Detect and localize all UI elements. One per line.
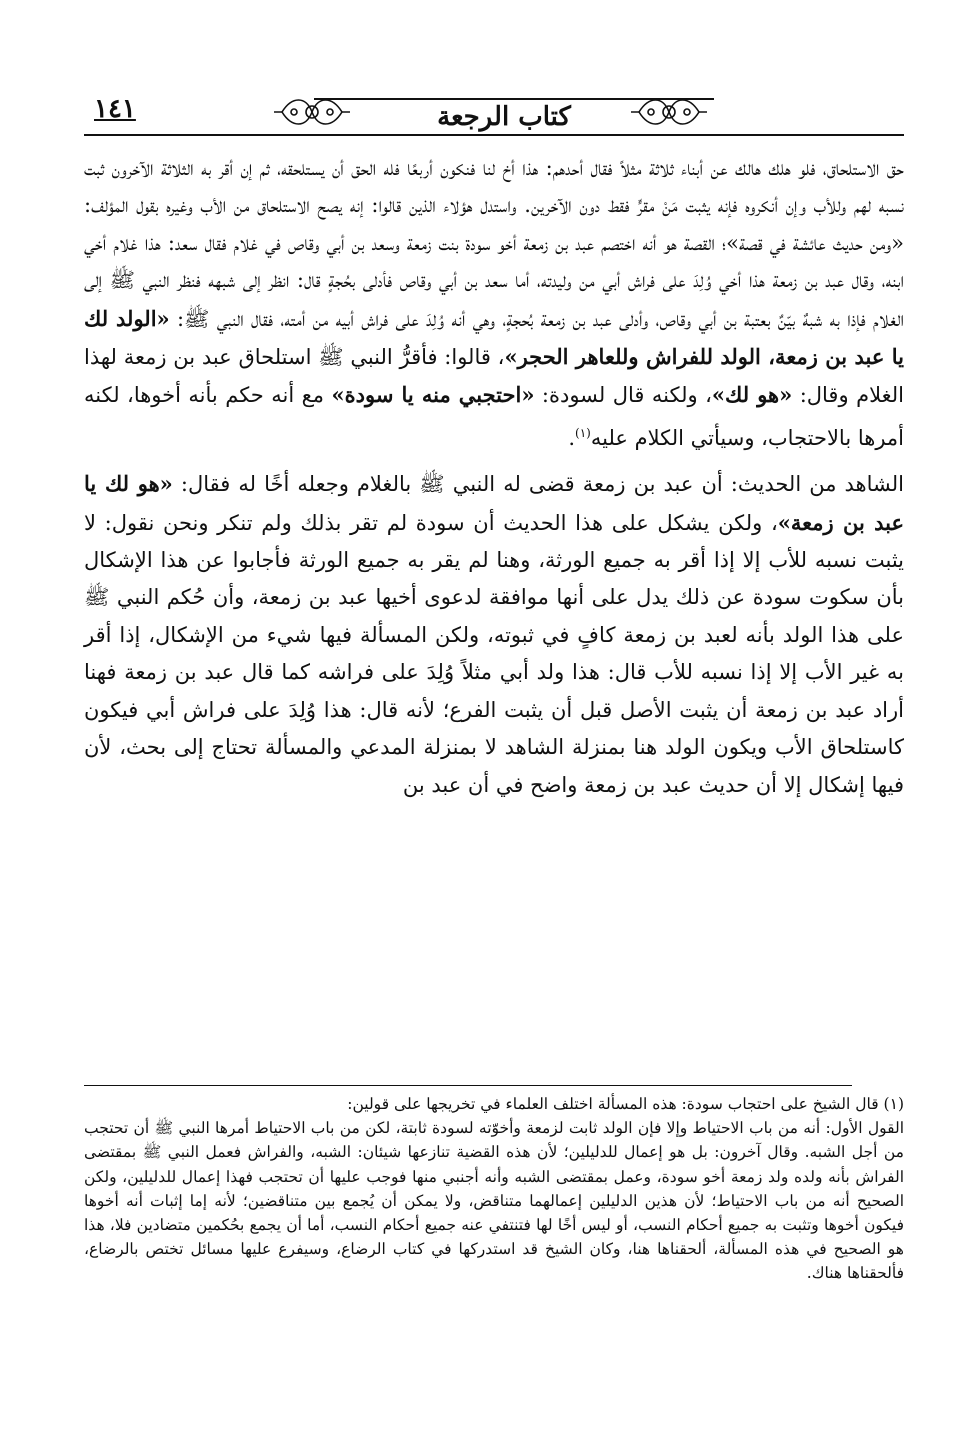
p1-text-4: مع أنه حكم بأنه أخوها، لكنه أمرها بالاحتجاب، وسيأتي الكلام عليه [84,383,904,450]
p2-text-1: الشاهد من الحديث: أن عبد بن زمعة قضى له النبي ﷺ بالغلام وجعله أخًا له فقال: [172,472,904,497]
footnote-separator [84,1085,852,1086]
footnote-1-intro: (١) قال الشيخ على احتجاب سودة: هذه المسألة اختلف العلماء في تخريجها على قولين: [347,1095,904,1113]
footnote-marker[interactable]: (١) [575,425,591,440]
ornament-left-icon [272,90,352,134]
header-rule [84,134,904,136]
page-number: ١٤١ [94,94,136,124]
p1-hadith-quote-1: «الولد لك يا عبد بن زمعة، الولد للفراش وللعاهر الحجر» [84,305,904,370]
p1-text-3: ، ولكنه قال لسودة: [534,383,712,408]
paragraph-1 [84,150,904,457]
p1-hadith-quote-2: «هو لك» [711,382,793,408]
ornament-right-icon [629,90,709,134]
p2-hadith-quote-1: «هو لك يا عبد بن زمعة» [84,471,904,535]
p1-text-1: حق الاستلحاق، فلو هلك هالك عن أبناء ثلاثة مثلاً فقال أحدهم: هذا أخ لنا فنكون أربعًا فله الحق أن يستلحقه، ثم إن أقر به الثلاثة الآخرون ثبت نسبه لهم وللأب وإن أنكروه فإنه يثبت مَنْ مقرٍّ فقط دون الآخرين. واستدل هؤلاء الذين قالوا: إنه يصح الاستلحاق من الأب وغيره بقول المؤلف: «ومن حديث عائشة في قصة»؛ القصة هو أنه اختصم عبد بن زمعة أخو سودة بنت زمعة وسعد بن أبي وقاص في غلام فقال سعد: هذا غلام أخي ابنه، وقال عبد بن زمعة هذا أخي وُلِدَ على فراش أبي من وليدته، أما سعد بن أبي وقاص فأدلى بحُجةٍ قال: انظر إلى شبهه فنظر النبي ﷺ إلى الغلام فإذا به شبهٌ بيّنٌ بعتبة بن أبي وقاص، وأدلى عبد بن زمعة بُحجةٍ، وهي أنه وُلِدَ على فراش أبيه من أمته، فقال النبي ﷺ: [84,156,904,331]
paragraph-2 [84,465,904,804]
p1-text-5: . [568,425,576,450]
p1-hadith-quote-3: «احتجبي منه يا سودة» [331,382,535,408]
footnote-1-body: القول الأول: أنه من باب الاحتياط وإلا فإن الولد ثابت لزمعة وأخوّته لسودة ثابتة، لكن من باب الاحتياط أمرها النبي ﷺ أن تحتجب من أجل الشبه. وقال آخرون: بل هو إعمال للدليلين؛ لأن هذه القضية تنازعها شيئان: الشبه، والفراش فعمل النبي ﷺ بمقتضى الفراش بأنه ولده ولد زمعة أخو سودة، وعمل بمقتضى الشبه وأنه أجنبي منها فوجب عليها أن تحتجب فهذا إعمال للدليلين، ولكن الصحيح أنه من باب الاحتياط؛ لأن هذين الدليلين إعمالهما متناقض، ولا يمكن أن يُجمع بين متناقضين؛ لأنه إما إثبات أنه أخوها فيكون أخوها وتثبت به جميع أحكام النسب، أو ليس أخًا لها فتنتفي عنه جميع أحكام النسب، أما أن يجمع بحُكمين متضادين فلا، هذا هو الصحيح في هذه المسألة، ألحقناها هنا، وكان الشيخ قد استدركها في كتاب الرضاع، وسيفرع عليها مسائل تختص بالرضاع، فألحقناها هناك. [84,1119,904,1283]
book-title: كتاب الرجعة [437,102,571,132]
page-header [84,86,904,146]
main-text [84,150,904,804]
p1-text-2: ، قالوا: فأقرُّ النبي ﷺ استلحاق عبد بن زمعة لهذا الغلام وقال: [84,345,904,408]
footnotes [84,1092,904,1286]
p2-text-2: ، ولكن يشكل على هذا الحديث أن سودة لم تقر بذلك ولم تنكر ونحن نقول: لا يثبت نسبه للأب إلا إذا أقر به جميع الورثة، وهنا لم يقر به جميع الورثة فأجابوا عن هذا الإشكال بأن سكوت سودة عن ذلك يدل على أنها موافقة لدعوى أخيها عبد بن زمعة، وأن حُكم النبي ﷺ على هذا الولد بأنه لعبد بن زمعة كافٍ في ثبوته، ولكن المسألة فيها شيء من الإشكال، إذا أقر به غير الأب إلا إذا نسبه للأب قال: هذا ولد أبي مثلاً وُلِدَ على فراشه كما قال عبد بن زمعة فهنا أراد عبد بن زمعة أن يثبت الأصل قبل أن يثبت الفرع؛ لأنه قال: هذا وُلِدَ على فراش أبي فيكون كاستلحاق الأب ويكون الولد هنا بمنزلة الشاهد لا بمنزلة المدعي والمسألة تحتاج إلى بحث، لأن فيها إشكال إلا أن حديث عبد بن زمعة واضح في أن عبد بن [84,510,904,797]
